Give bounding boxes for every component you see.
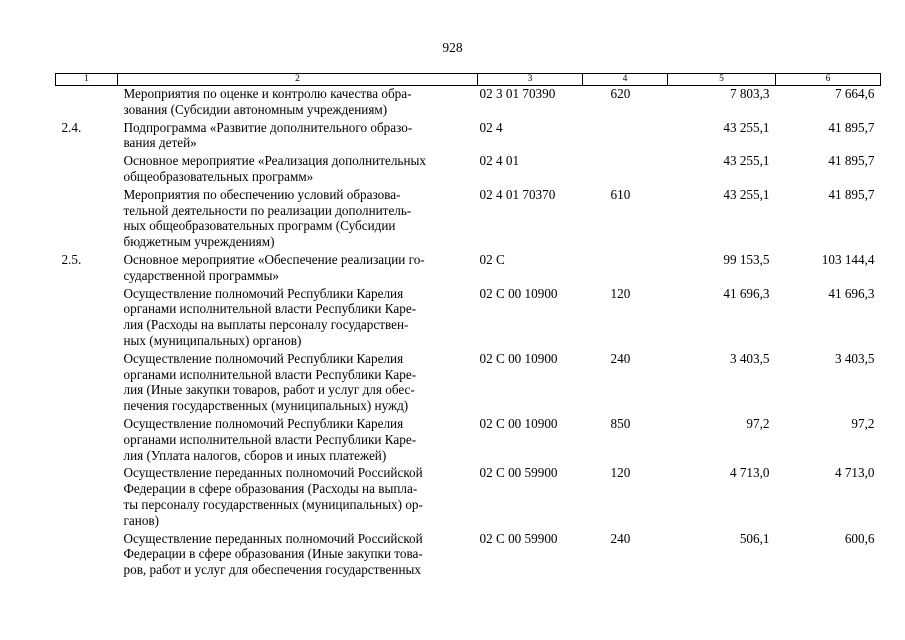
row-expense-type xyxy=(583,153,668,187)
row-sum-year2: 97,2 xyxy=(851,415,875,431)
row-sum-year1: 506,1 xyxy=(739,530,770,546)
page-number: 928 xyxy=(442,40,463,55)
row-number xyxy=(56,416,118,465)
row-sum-year2: 41 895,7 xyxy=(828,186,875,202)
row-code: 02 С 00 10900 xyxy=(479,350,558,366)
table-body xyxy=(56,86,881,580)
row-expense-type: 240 xyxy=(610,350,631,366)
row-code: 02 4 xyxy=(479,119,503,135)
column-number-row xyxy=(56,74,881,86)
row-name: Мероприятия по обеспечению условий образова- тельной деятельности по реализации дополнитель- ных общеобразовательных программ (Субсидии бюджетным учреждениям) xyxy=(123,186,412,250)
row-number: 2.5. xyxy=(61,251,82,267)
row-name: Основное мероприятие «Обеспечение реализации го- сударственной программы» xyxy=(123,251,425,283)
row-expense-type xyxy=(583,120,668,154)
column-header: 1 xyxy=(56,74,118,86)
row-sum-year2: 3 403,5 xyxy=(834,350,875,366)
row-sum-year2: 41 895,7 xyxy=(828,119,875,135)
row-expense-type: 850 xyxy=(610,415,631,431)
row-sum-year1: 43 255,1 xyxy=(723,186,770,202)
row-code: 02 С xyxy=(479,251,505,267)
row-name: Подпрограмма «Развитие дополнительного образо- вания детей» xyxy=(123,119,413,151)
table-row xyxy=(56,120,881,154)
row-code: 02 С 00 59900 xyxy=(479,530,558,546)
row-code: 02 С 00 10900 xyxy=(479,285,558,301)
table-row xyxy=(56,153,881,187)
row-code: 02 С 00 59900 xyxy=(479,465,558,481)
column-header: 6 xyxy=(776,74,881,86)
column-header: 3 xyxy=(478,74,583,86)
row-number xyxy=(56,465,118,530)
row-number xyxy=(56,286,118,351)
table-header xyxy=(56,74,881,86)
table-row xyxy=(56,465,881,530)
row-name: Осуществление переданных полномочий Российской Федерации в сфере образования (Расходы на выпла- ты персоналу государственных (муниципальных) ор- ганов) xyxy=(123,465,423,528)
row-sum-year1: 43 255,1 xyxy=(723,119,770,135)
row-expense-type xyxy=(583,252,668,286)
row-number xyxy=(56,531,118,580)
row-sum-year2: 600,6 xyxy=(844,530,875,546)
row-number xyxy=(56,86,118,120)
row-code: 02 С 00 10900 xyxy=(479,415,558,431)
row-sum-year2: 41 895,7 xyxy=(828,153,875,169)
row-expense-type: 620 xyxy=(610,86,631,101)
row-name: Осуществление полномочий Республики Карелия органами исполнительной власти Республики Каре- лия (Расходы на выплаты персоналу государствен- ных (муниципальных) органов) xyxy=(123,285,417,348)
row-code: 02 4 01 xyxy=(479,153,520,169)
row-code: 02 3 01 70390 xyxy=(479,86,556,101)
row-expense-type: 240 xyxy=(610,530,631,546)
row-expense-type: 610 xyxy=(610,186,631,202)
row-number: 2.4. xyxy=(61,119,82,135)
row-name: Осуществление полномочий Республики Карелия органами исполнительной власти Республики Каре- лия (Иные закупки товаров, работ и услуг для обес- печения государственных (муниципальных) нужд) xyxy=(123,350,417,414)
column-header: 2 xyxy=(118,74,478,86)
row-number xyxy=(56,153,118,187)
table-row xyxy=(56,187,881,252)
row-code: 02 4 01 70370 xyxy=(479,186,556,202)
row-sum-year1: 41 696,3 xyxy=(723,285,770,301)
budget-table xyxy=(55,73,881,580)
table-row xyxy=(56,286,881,351)
table-row xyxy=(56,416,881,465)
table-row xyxy=(56,252,881,286)
row-sum-year2: 7 664,6 xyxy=(834,86,875,101)
row-sum-year1: 99 153,5 xyxy=(723,251,770,267)
row-number xyxy=(56,351,118,416)
table-row xyxy=(56,351,881,416)
column-header: 5 xyxy=(668,74,776,86)
row-sum-year1: 7 803,3 xyxy=(729,86,770,101)
column-header: 4 xyxy=(583,74,668,86)
row-name: Осуществление полномочий Республики Карелия органами исполнительной власти Республики Каре- лия (Уплата налогов, сборов и иных платежей) xyxy=(123,415,417,463)
row-name: Мероприятия по оценке и контролю качества обра- зования (Субсидии автономным учреждениям) xyxy=(123,86,412,117)
row-name: Основное мероприятие «Реализация дополнительных общеобразовательных программ» xyxy=(123,153,426,184)
row-sum-year2: 103 144,4 xyxy=(821,251,875,267)
row-expense-type: 120 xyxy=(610,285,631,301)
row-number xyxy=(56,187,118,252)
table-row xyxy=(56,531,881,580)
row-name: Осуществление переданных полномочий Российской Федерации в сфере образования (Иные закупки това- ров, работ и услуг для обеспечения государственных xyxy=(123,530,423,578)
row-sum-year1: 43 255,1 xyxy=(723,153,770,169)
row-sum-year1: 4 713,0 xyxy=(729,465,770,481)
row-sum-year2: 4 713,0 xyxy=(834,465,875,481)
table-row xyxy=(56,86,881,120)
row-sum-year1: 3 403,5 xyxy=(729,350,770,366)
row-expense-type: 120 xyxy=(610,465,631,481)
row-sum-year1: 97,2 xyxy=(746,415,770,431)
row-sum-year2: 41 696,3 xyxy=(828,285,875,301)
